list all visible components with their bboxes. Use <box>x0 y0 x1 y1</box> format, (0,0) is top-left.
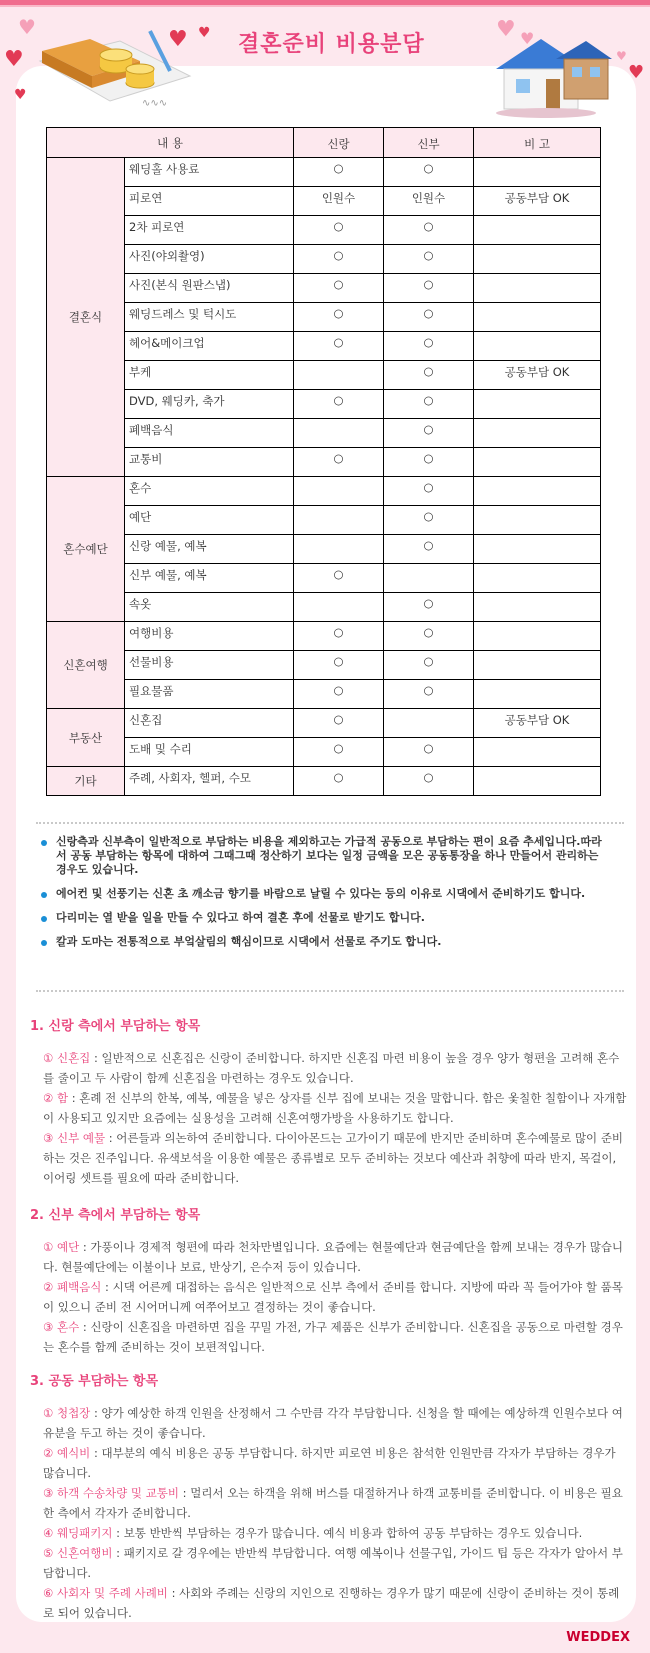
heart-icon: ♥ <box>18 15 36 39</box>
item-cell <box>125 767 294 796</box>
section-item <box>30 1403 630 1443</box>
groom-cell: ○ <box>294 709 384 738</box>
table-row <box>47 622 601 651</box>
bride-cell: ○ <box>384 506 474 535</box>
heart-icon: ♥ <box>198 25 211 41</box>
table-row <box>47 216 601 245</box>
book-coins-icon <box>30 21 200 117</box>
item-label: 필요물품 <box>129 684 174 698</box>
item-text: : 대부분의 예식 비용은 공동 부담합니다. 하지만 피로연 비용은 참석한 인원만큼 각자가 부담하는 경우가 많습니다. <box>43 1446 616 1480</box>
remarks-cell: 공동부담 OK <box>474 361 601 390</box>
bride-cell: ○ <box>384 767 474 796</box>
heart-icon: ♥ <box>4 47 24 72</box>
remarks-cell <box>474 303 601 332</box>
remarks-cell <box>474 448 601 477</box>
item-cell <box>125 448 294 477</box>
section-item <box>30 1583 630 1623</box>
item-cell <box>125 303 294 332</box>
table-row <box>47 419 601 448</box>
item-label: 폐백음식 <box>129 423 174 437</box>
heart-icon: ♥ <box>168 27 188 52</box>
category-cell: 신혼여행 <box>47 622 125 709</box>
item-cell <box>125 680 294 709</box>
groom-cell: ○ <box>294 738 384 767</box>
item-text: : 양가 예상한 하객 인원을 산정해서 그 수만큼 각각 부담합니다. 신청을 할 때에는 예상하객 인원수보다 여유분을 두고 하는 것이 좋습니다. <box>43 1406 623 1440</box>
groom-cell: ○ <box>294 651 384 680</box>
section-title: 3. 공동 부담하는 항목 <box>30 1374 159 1389</box>
groom-cell: ○ <box>294 767 384 796</box>
table-row <box>47 390 601 419</box>
section-item <box>30 1443 630 1483</box>
item-text: : 사회와 주례는 신랑의 지인으로 진행하는 경우가 많기 때문에 신랑이 준비하는 것이 통례로 되어 있습니다. <box>43 1586 620 1620</box>
section-item <box>30 1543 630 1583</box>
item-text: : 일반적으로 신혼집은 신랑이 준비합니다. 하지만 신혼집 마련 비용이 높을 경우 양가 형편을 고려해 혼수를 줄이고 두 사람이 함께 신혼집을 마련하는 경우도 있습니다. <box>43 1051 620 1085</box>
item-cell <box>125 709 294 738</box>
section-shared <box>30 1370 630 1623</box>
item-cell <box>125 361 294 390</box>
heart-icon: ♥ <box>520 29 535 48</box>
groom-cell <box>294 506 384 535</box>
item-cell <box>125 390 294 419</box>
section-item <box>30 1483 630 1523</box>
table-row <box>47 564 601 593</box>
groom-cell: ○ <box>294 216 384 245</box>
item-label: 신혼집 <box>129 713 163 727</box>
section-bride <box>30 1204 630 1357</box>
item-label: 여행비용 <box>129 626 174 640</box>
item-label: 신랑 예물, 예복 <box>129 539 207 553</box>
category-cell: 부동산 <box>47 709 125 767</box>
table-row <box>47 361 601 390</box>
section-item <box>30 1128 630 1188</box>
bride-cell: ○ <box>384 622 474 651</box>
groom-cell: ○ <box>294 245 384 274</box>
item-key: ① 예단 <box>43 1240 80 1254</box>
item-key: ① 신혼집 <box>43 1051 91 1065</box>
item-label: 주례, 사회자, 헬퍼, 수모 <box>129 771 251 785</box>
bride-cell <box>384 564 474 593</box>
bride-cell: ○ <box>384 274 474 303</box>
item-label: 혼수 <box>129 481 152 495</box>
table-row <box>47 332 601 361</box>
header-content: 내 용 <box>47 128 294 158</box>
table-row <box>47 680 601 709</box>
bride-cell: ○ <box>384 303 474 332</box>
groom-cell <box>294 477 384 506</box>
header-bride: 신부 <box>384 128 474 158</box>
groom-cell: ○ <box>294 303 384 332</box>
groom-cell <box>294 419 384 448</box>
note-item: 신랑측과 신부측이 일반적으로 부담하는 비용을 제외하고는 가급적 공동으로 부담하는 편이 요즘 추세입니다.따라서 공동 부담하는 항목에 대하여 그때그때 정산하기 보다는 일정 금액을 모은 공동통장을 하나 만들어서 관리하는 경우도 있습니다. <box>40 835 610 877</box>
item-text: : 어른들과 의논하여 준비합니다. 다이아몬드는 고가이기 때문에 반지만 준비하며 혼수예물로 많이 준비하는 것은 진주입니다. 유색보석을 이용한 예물은 종류별로 모두 준비하는 것보다 예산과 취향에 따라 반지, 목걸이, 이어링 셋트를 필요에 따라 준비합니다. <box>43 1131 624 1185</box>
bride-cell: 인원수 <box>384 187 474 216</box>
table-row <box>47 245 601 274</box>
section-item <box>30 1523 630 1543</box>
bride-cell: ○ <box>384 593 474 622</box>
item-key: ② 함 <box>43 1091 69 1105</box>
item-label: 피로연 <box>129 191 163 205</box>
house-icon <box>486 19 616 119</box>
remarks-cell <box>474 593 601 622</box>
section-item <box>30 1088 630 1128</box>
remarks-cell: 공동부담 OK <box>474 187 601 216</box>
groom-cell <box>294 593 384 622</box>
groom-cell: ○ <box>294 274 384 303</box>
groom-cell <box>294 361 384 390</box>
bride-cell: ○ <box>384 216 474 245</box>
bride-cell: ○ <box>384 680 474 709</box>
item-label: 선물비용 <box>129 655 174 669</box>
item-label: 헤어&메이크업 <box>129 336 205 350</box>
header-remarks: 비 고 <box>474 128 601 158</box>
item-label: 예단 <box>129 510 152 524</box>
remarks-cell <box>474 564 601 593</box>
dotted-divider <box>36 822 624 824</box>
item-cell <box>125 332 294 361</box>
note-item: 칼과 도마는 전통적으로 부엌살림의 핵심이므로 시댁에서 선물로 주기도 합니다. <box>40 935 610 949</box>
section-item <box>30 1237 630 1277</box>
item-key: ① 청첩장 <box>43 1406 91 1420</box>
groom-cell: ○ <box>294 622 384 651</box>
remarks-cell <box>474 535 601 564</box>
remarks-cell <box>474 622 601 651</box>
remarks-cell <box>474 477 601 506</box>
item-key: ② 폐백음식 <box>43 1280 102 1294</box>
item-text: : 신랑이 신혼집을 마련하면 집을 꾸밀 가전, 가구 제품은 신부가 준비합니다. 신혼집을 공동으로 마련할 경우는 혼수를 함께 준비하는 것이 보편적입니다. <box>43 1320 623 1354</box>
bride-cell: ○ <box>384 419 474 448</box>
item-label: 웨딩홀 사용료 <box>129 162 200 176</box>
table-row <box>47 709 601 738</box>
table-row <box>47 506 601 535</box>
item-text: : 보통 반반씩 부담하는 경우가 많습니다. 예식 비용과 합하여 공동 부담하는 경우도 있습니다. <box>112 1526 583 1540</box>
item-cell <box>125 738 294 767</box>
item-key: ③ 혼수 <box>43 1320 80 1334</box>
brand-logo: WEDDEX <box>566 1630 630 1645</box>
item-cell <box>125 158 294 187</box>
page-header <box>0 7 650 117</box>
table-row <box>47 187 601 216</box>
item-key: ③ 하객 수송차량 및 교통비 <box>43 1486 180 1500</box>
bride-cell: ○ <box>384 158 474 187</box>
item-cell <box>125 245 294 274</box>
item-cell <box>125 593 294 622</box>
item-label: 사진(야외촬영) <box>129 249 205 263</box>
groom-cell <box>294 535 384 564</box>
remarks-cell <box>474 738 601 767</box>
item-cell <box>125 622 294 651</box>
svg-text:∿∿∿: ∿∿∿ <box>142 98 168 109</box>
note-item: 다리미는 열 받을 일을 만들 수 있다고 하여 결혼 후에 선물로 받기도 합니다. <box>40 911 610 925</box>
item-label: 부케 <box>129 365 152 379</box>
table-row <box>47 738 601 767</box>
item-text: : 시댁 어른께 대접하는 음식은 일반적으로 신부 측에서 준비를 합니다. 지방에 따라 꼭 들어가야 할 품목이 있으니 준비 전 시어머니께 여쭈어보고 결정하는 것이 좋습니다. <box>43 1280 623 1314</box>
table-row <box>47 303 601 332</box>
bride-cell: ○ <box>384 448 474 477</box>
item-cell <box>125 187 294 216</box>
remarks-cell <box>474 158 601 187</box>
item-label: 교통비 <box>129 452 163 466</box>
table-row <box>47 767 601 796</box>
bride-cell: ○ <box>384 361 474 390</box>
heart-icon: ♥ <box>628 62 645 83</box>
table-row <box>47 477 601 506</box>
section-groom <box>30 1015 630 1188</box>
table-row <box>47 448 601 477</box>
table-row <box>47 535 601 564</box>
section-title: 2. 신부 측에서 부담하는 항목 <box>30 1208 201 1223</box>
category-cell: 결혼식 <box>47 158 125 477</box>
remarks-cell <box>474 767 601 796</box>
bride-cell: ○ <box>384 477 474 506</box>
item-text: : 멀리서 오는 하객을 위해 버스를 대절하거나 하객 교통비를 준비합니다. 이 비용은 필요한 측에서 각자가 준비합니다. <box>43 1486 623 1520</box>
item-label: 도배 및 수리 <box>129 742 192 756</box>
item-key: ⑤ 신혼여행비 <box>43 1546 113 1560</box>
section-item <box>30 1048 630 1088</box>
remarks-cell: 공동부담 OK <box>474 709 601 738</box>
item-label: DVD, 웨딩카, 축가 <box>129 394 225 408</box>
item-cell <box>125 535 294 564</box>
item-label: 2차 피로연 <box>129 220 185 234</box>
remarks-cell <box>474 245 601 274</box>
heart-icon: ♥ <box>496 17 516 42</box>
header-groom: 신랑 <box>294 128 384 158</box>
item-label: 웨딩드레스 및 턱시도 <box>129 307 237 321</box>
table-header-row <box>47 128 601 158</box>
item-cell <box>125 651 294 680</box>
heart-icon: ♥ <box>616 49 627 63</box>
groom-cell: 인원수 <box>294 187 384 216</box>
section-title: 1. 신랑 측에서 부담하는 항목 <box>30 1019 201 1034</box>
bride-cell: ○ <box>384 535 474 564</box>
notes-list <box>40 835 610 959</box>
remarks-cell <box>474 419 601 448</box>
bride-cell: ○ <box>384 651 474 680</box>
groom-cell: ○ <box>294 564 384 593</box>
category-cell: 혼수예단 <box>47 477 125 622</box>
bride-cell: ○ <box>384 738 474 767</box>
table-row <box>47 651 601 680</box>
item-cell <box>125 564 294 593</box>
groom-cell: ○ <box>294 680 384 709</box>
remarks-cell <box>474 216 601 245</box>
item-text: : 패키지로 갈 경우에는 반반씩 부담합니다. 여행 예복이나 선물구입, 가이드 팁 등은 각자가 알아서 부담합니다. <box>43 1546 623 1580</box>
remarks-cell <box>474 332 601 361</box>
table-row <box>47 158 601 187</box>
item-key: ⑥ 사회자 및 주례 사례비 <box>43 1586 168 1600</box>
table-row <box>47 593 601 622</box>
item-key: ② 예식비 <box>43 1446 91 1460</box>
note-item: 에어컨 및 선풍기는 신혼 초 깨소금 향기를 바람으로 날릴 수 있다는 등의 이유로 시댁에서 준비하기도 합니다. <box>40 887 610 901</box>
remarks-cell <box>474 390 601 419</box>
item-cell <box>125 216 294 245</box>
cost-sharing-table <box>46 127 601 796</box>
item-key: ③ 신부 예물 <box>43 1131 106 1145</box>
groom-cell: ○ <box>294 332 384 361</box>
bride-cell: ○ <box>384 245 474 274</box>
heart-icon: ♥ <box>14 87 27 103</box>
section-item <box>30 1317 630 1357</box>
item-label: 속옷 <box>129 597 152 611</box>
item-label: 사진(본식 원판스냅) <box>129 278 231 292</box>
bride-cell: ○ <box>384 390 474 419</box>
category-cell: 기타 <box>47 767 125 796</box>
item-text: : 가풍이나 경제적 형편에 따라 천차만별입니다. 요즘에는 현물예단과 현금예단을 함께 보내는 경우가 많습니다. 현물예단에는 이불이나 보료, 반상기, 은수저 등이 있습니다. <box>43 1240 624 1274</box>
remarks-cell <box>474 274 601 303</box>
item-cell <box>125 477 294 506</box>
groom-cell: ○ <box>294 158 384 187</box>
page-title: 결혼준비 비용분담 <box>238 32 425 57</box>
dotted-divider <box>36 990 624 992</box>
groom-cell: ○ <box>294 448 384 477</box>
item-key: ④ 웨딩패키지 <box>43 1526 113 1540</box>
section-item <box>30 1277 630 1317</box>
item-label: 신부 예물, 예복 <box>129 568 207 582</box>
groom-cell: ○ <box>294 390 384 419</box>
remarks-cell <box>474 506 601 535</box>
remarks-cell <box>474 651 601 680</box>
bride-cell <box>384 709 474 738</box>
item-cell <box>125 506 294 535</box>
bride-cell: ○ <box>384 332 474 361</box>
table-row <box>47 274 601 303</box>
item-cell <box>125 419 294 448</box>
item-text: : 혼례 전 신부의 한복, 예복, 예물을 넣은 상자를 신부 집에 보내는 것을 말합니다. 함은 옻칠한 칠함이나 자개함이 사용되고 있지만 요즘에는 실용성을 고려해 신혼여행가방을 사용하기도 합니다. <box>43 1091 627 1125</box>
item-cell <box>125 274 294 303</box>
remarks-cell <box>474 680 601 709</box>
